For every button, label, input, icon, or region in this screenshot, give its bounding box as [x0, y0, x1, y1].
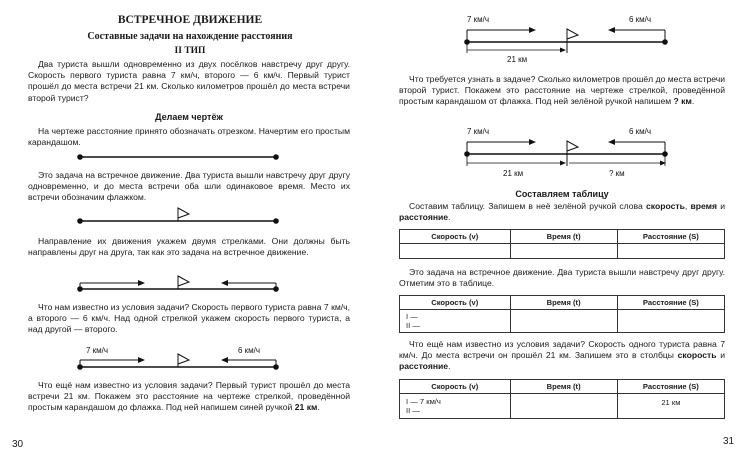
section-heading: Делаем чертёж — [155, 112, 223, 122]
problem-text: Два туриста вышли одновременно из двух посёлков навстречу друг другу. Скорость первого туриста равна 7 км/ч, второго — 6 км/ч. Первый турист прошёл до места встречи 21 км. Сколько километров прошёл до места встречи второй турист? — [28, 59, 350, 103]
arrow-right-icon — [80, 280, 145, 289]
row-label-second: II — — [406, 406, 420, 415]
paragraph-3: Направление их движения укажем двумя стрелками. Они должны быть направлены друг на друга, так как это задача на встречное движение. — [28, 236, 350, 258]
arrow-right-icon — [467, 27, 536, 42]
table-filled — [399, 379, 725, 419]
col-time: Время (t) — [510, 380, 617, 394]
page-number-left: 30 — [12, 439, 24, 450]
table-row — [400, 394, 725, 419]
col-speed: Скорость (v) — [400, 380, 511, 394]
table-row — [400, 310, 725, 333]
paragraph-4: Что нам известно из условия задачи? Скорость первого туриста равна 7 км/ч, а второго — 6 км/ч. Над одной стрелкой укажем скорость первого туриста, а над другой — второго. — [28, 302, 350, 335]
segment-start-point — [77, 154, 83, 160]
paragraph-r2: Составим таблицу. Запишем в неё зелёной ручкой слова скорость, время и расстояние. — [399, 201, 726, 223]
row-label-first: I — — [406, 312, 418, 321]
diagram-speeds — [28, 343, 350, 373]
col-distance: Расстояние (S) — [617, 296, 724, 310]
table-tourists — [399, 295, 725, 333]
table-row — [400, 244, 725, 259]
arrow-left-icon — [221, 280, 276, 289]
distance-arrow-second — [569, 161, 666, 166]
speed-label-first: 7 км/ч — [467, 15, 490, 24]
speed-label-second: 6 км/ч — [629, 127, 652, 136]
distance-arrow-first — [467, 48, 566, 53]
distance-label-second: ? км — [609, 169, 625, 178]
arrow-left-icon — [608, 139, 665, 154]
diagram-arrows — [28, 271, 350, 295]
row-speed-first: I — 7 км/ч — [406, 397, 441, 406]
right-page — [375, 0, 750, 462]
meeting-flag-icon — [178, 208, 189, 221]
speed-label-second: 6 км/ч — [629, 15, 652, 24]
col-distance: Расстояние (S) — [617, 380, 724, 394]
chapter-title: ВСТРЕЧНОЕ ДВИЖЕНИЕ — [117, 14, 263, 26]
speed-label-first: 7 км/ч — [467, 127, 490, 136]
paragraph-r4: Что ещё нам известно из условия задачи? Скорость одного туриста равна 7 км/ч. До места встречи он прошёл 21 км. Запишем это в столбцы скорость и расстояние. — [399, 339, 725, 372]
diagram-flag — [28, 205, 350, 227]
diagram-distance-1 — [399, 12, 721, 64]
paragraph-2: Это задача на встречное движение. Два туриста вышли навстречу друг другу одновременно, и до места встречи оба шли одинаковое время. Место их встречи обозначим флажком. — [28, 170, 350, 203]
distance-label-first: 21 км — [503, 169, 524, 178]
paragraph-1: На чертеже расстояние принято обозначать отрезком. Начертим его простым карандашом. — [28, 126, 350, 148]
type-label: II ТИП — [174, 46, 206, 56]
paragraph-r3: Это задача на встречное движение. Два туриста вышли навстречу друг другу. Отметим это в таблице. — [399, 267, 725, 289]
paragraph-5: Что ещё нам известно из условия задачи? Первый турист прошёл до места встречи 21 км. Покажем это расстояние на чертеже стрелкой, проведённой простым карандашом до флажка. Под ней напишем синей ручкой 21 км. — [28, 380, 350, 413]
meeting-flag-icon — [567, 29, 578, 53]
speed-label-first: 7 км/ч — [86, 346, 109, 355]
distance-arrow-first — [467, 161, 566, 166]
distance-label-first: 21 км — [507, 55, 528, 64]
arrow-right-icon — [80, 357, 145, 367]
col-time: Время (t) — [510, 296, 617, 310]
diagram-distance-2 — [399, 124, 721, 178]
speed-label-second: 6 км/ч — [238, 346, 261, 355]
col-speed: Скорость (v) — [400, 296, 511, 310]
col-distance: Расстояние (S) — [617, 230, 724, 244]
table-heading: Составляем таблицу — [515, 189, 609, 199]
arrow-left-icon — [221, 357, 276, 367]
row-label-second: II — — [406, 321, 420, 330]
arrow-left-icon — [608, 27, 665, 42]
segment-end-point — [273, 154, 279, 160]
page-number-right: 31 — [723, 436, 735, 447]
table-empty — [399, 229, 725, 259]
paragraph-r1: Что требуется узнать в задаче? Сколько километров прошёл до места встречи второй турист. Покажем это расстояние на чертеже стрелкой, проведённой простым карандашом от флажка. Под ней зелёной ручкой напишем ? км. — [399, 74, 725, 107]
arrow-right-icon — [467, 139, 536, 154]
col-time: Время (t) — [510, 230, 617, 244]
chapter-subtitle: Составные задачи на нахождение расстояния — [87, 31, 293, 42]
row-distance-first: 21 км — [661, 398, 681, 407]
meeting-flag-icon — [178, 354, 189, 367]
col-speed: Скорость (v) — [400, 230, 511, 244]
meeting-flag-icon — [178, 276, 189, 289]
diagram-segment — [28, 150, 350, 164]
